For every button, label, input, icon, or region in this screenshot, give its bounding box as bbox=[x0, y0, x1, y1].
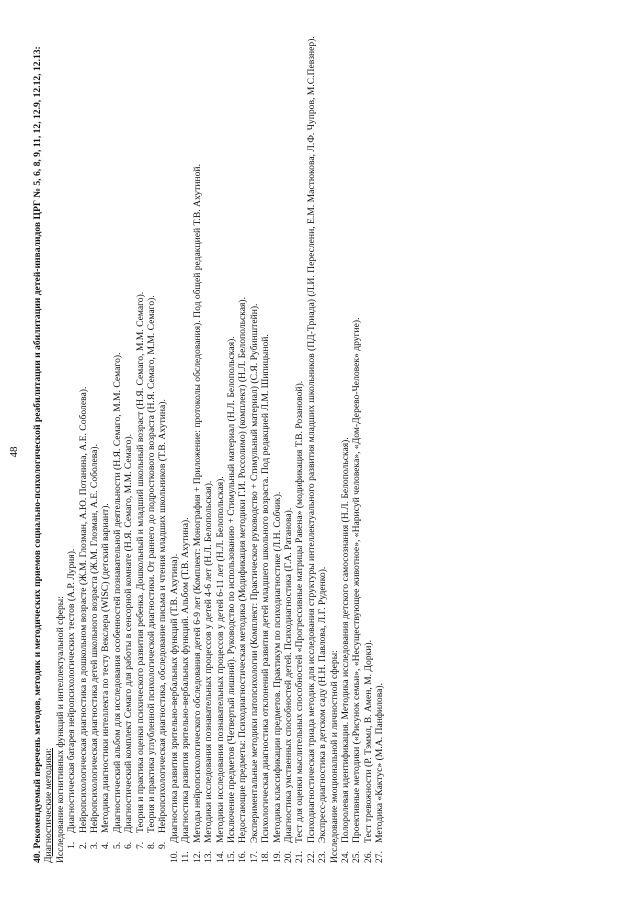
item-number: 8. bbox=[146, 841, 158, 849]
item-text: Методика классификации предметов. Практикум по психодиагностике (Л.Н. Собчик). bbox=[271, 491, 283, 843]
item-number: 1. bbox=[66, 841, 78, 849]
item-number: 4. bbox=[100, 841, 112, 849]
list-item bbox=[306, 21, 317, 863]
list-item bbox=[89, 21, 100, 863]
list-item bbox=[112, 21, 123, 863]
list-item bbox=[226, 21, 237, 863]
list-item bbox=[260, 21, 271, 863]
item-text: Методики исследования познавательных процессов у детей 6-11 лет (Н.Л. Белопольская). bbox=[214, 476, 226, 843]
list-item bbox=[180, 21, 191, 863]
item-text: Нейропсихологическая диагностика, обследование письма и чтения младших школьников (Т.В. Ахутина). bbox=[157, 399, 169, 833]
item-text: Экспериментальные методики патопсихологии (Комплект: Практическое руководство + Стимульный материал) (С.Я. Рубинштейн). bbox=[248, 303, 260, 843]
item-text: Психологическая диагностика отклонений развития детей младшего школьного возраста. Под редакцией Л.М. Шипицыной. bbox=[260, 334, 272, 843]
item-number: 11. bbox=[180, 851, 192, 863]
item-text: Нейропсихологическая диагностика в дошкольном возрасте (Ж.М. Глозман, А.Ю. Потанина, А.Е. Соболева). bbox=[77, 386, 89, 833]
item-text: Диагностика умственных способностей детей. Психодиагностика (Г.А. Ратанова). bbox=[282, 507, 294, 843]
item-text: Психодиагностическая триада методик для исследования структуры интеллектуального развития младших школьников (ПД-Триада) (Л.И. Переслени, Е.М. Мастюкова, Л.Ф. Чупров, М.С.Певзнер). bbox=[305, 36, 317, 843]
item-text: Диагностический альбом для исследования особенностей познавательной деятельности (Н.Я. Семаго, М.М. Семаго). bbox=[111, 352, 123, 833]
list-item bbox=[203, 21, 214, 863]
item-number: 3. bbox=[89, 841, 101, 849]
item-number: 5. bbox=[111, 841, 123, 849]
item-text: Методика «Кактус» (М.А. Панфилова). bbox=[374, 683, 386, 843]
item-text: Тест тревожности (Р. Тэммл, В. Амен, М. Дорки). bbox=[362, 640, 374, 843]
item-number: 6. bbox=[123, 841, 135, 849]
item-number: 16. bbox=[237, 851, 249, 863]
item-text: Теория и практика оценки психического развития ребенка. Дошкольный и младший школьный возраст (Н.Я. Семаго, М.М. Семаго). bbox=[134, 291, 146, 833]
item-number: 13. bbox=[203, 851, 215, 863]
page-number: 48 bbox=[8, 446, 20, 458]
diagnostic-methods-heading: Диагностические методики: bbox=[43, 747, 55, 863]
item-text: Методики исследования познавательных процессов у детей 4-6 лет (Н.Л. Белопольская). bbox=[203, 480, 215, 843]
list-item bbox=[283, 21, 294, 863]
list-item bbox=[157, 21, 168, 863]
item-text: Диагностика развития зрительно-вербальных функций (Т.В. Ахутина). bbox=[168, 553, 180, 843]
list-item bbox=[78, 21, 89, 863]
item-number: 24. bbox=[339, 851, 351, 863]
list-item bbox=[272, 21, 283, 863]
emotional-methods-list bbox=[340, 21, 386, 863]
cognitive-methods-list-a bbox=[66, 21, 169, 863]
list-item bbox=[66, 21, 77, 863]
item-number: 2. bbox=[77, 841, 89, 849]
item-number: 9. bbox=[157, 841, 169, 849]
item-number: 21. bbox=[294, 851, 306, 863]
list-item bbox=[237, 21, 248, 863]
item-text: Нейропсихологическая диагностика детей школьного возраста (Ж.М. Глозман, А.Е. Соболева). bbox=[89, 444, 101, 833]
list-item bbox=[215, 21, 226, 863]
item-text: Методы нейропсихологического обследования детей 6-9 лет (Комплект: Монография + Приложение: протоколы обследования). Под общей редакцией Т.В. Ахутиной. bbox=[191, 164, 203, 843]
list-item bbox=[374, 21, 385, 863]
cognitive-methods-list-b bbox=[169, 21, 329, 863]
item-text: Теория и практика углубленной психологической диагностики. От раннего до подросткового возраста (Н.Я. Семаго, М.М. Семаго). bbox=[146, 295, 158, 833]
item-number: 20. bbox=[282, 851, 294, 863]
item-text: Проективные методики («Рисунок семьи», «Несуществующее животное», «Нарисуй человека», «Дом-Дерево-Человек» другие). bbox=[351, 317, 363, 843]
list-item bbox=[249, 21, 260, 863]
item-number: 27. bbox=[374, 851, 386, 863]
item-text: Диагностика развития зрительно-вербальных функций. Альбом (Т.В. Ахутина). bbox=[180, 517, 192, 843]
document-body bbox=[32, 21, 386, 863]
item-text: Недостающие предметы: Психодиагностическая методика (Модификация методики Г.И. Россолимо) (комплект) (Н.Л. Белопольская). bbox=[237, 296, 249, 843]
item-text: Полоролевая идентификация. Методика исследования детского самосознания (Н.Л. Белопольская). bbox=[339, 437, 351, 843]
item-text: Исключение предметов (Четвертый лишний). Руководство по использованию + Стимульный материал (Н.Л. Белопольская). bbox=[225, 336, 237, 843]
item-number: 15. bbox=[225, 851, 237, 863]
list-item bbox=[146, 21, 157, 863]
item-text: Экспресс-диагностика в детском саду (Н.Н. Павлова, Л.Г. Руденко). bbox=[317, 566, 329, 843]
item-text: Методика диагностики интеллекта по тесту Векслера (WISC) (детский вариант). bbox=[100, 503, 112, 833]
list-item bbox=[100, 21, 111, 863]
list-item bbox=[351, 21, 362, 863]
cognitive-heading: Исследование когнитивных функций и интеллектуальной сферы: bbox=[54, 596, 66, 863]
item-number: 17. bbox=[248, 851, 260, 863]
item-number: 25. bbox=[351, 851, 363, 863]
item-text: Диагностическая батарея нейропсихологических тестов (А.Р. Лурия). bbox=[66, 548, 78, 833]
item-number: 19. bbox=[271, 851, 283, 863]
item-number: 26. bbox=[362, 851, 374, 863]
item-number: 23. bbox=[317, 851, 329, 863]
item-number: 18. bbox=[260, 851, 272, 863]
list-item bbox=[317, 21, 328, 863]
list-item bbox=[169, 21, 180, 863]
emotional-heading: Исследование эмоциональной и личностной сферы: bbox=[328, 650, 340, 863]
list-item bbox=[340, 21, 351, 863]
list-item bbox=[192, 21, 203, 863]
item-number: 12. bbox=[191, 851, 203, 863]
list-item bbox=[363, 21, 374, 863]
item-number: 7. bbox=[134, 841, 146, 849]
list-item bbox=[123, 21, 134, 863]
section-title: 40. Рекомендуемый перечень методов, методик и методических приемов социально-психологической реабилитации и абилитации детей-инвалидов ЦРГ № 5, 6, 8, 9, 11, 12, 12.9, 12.12, 12.13: bbox=[32, 46, 43, 863]
item-text: Тест для оценки мыслительных способностей «Прогрессивные матрицы Равена» (модификация Т.В. Розановой). bbox=[294, 380, 306, 843]
list-item bbox=[135, 21, 146, 863]
item-text: Диагностический комплект Семаго для работы в сенсорной комнате (Н.Я. Семаго, М.М. Семаго). bbox=[123, 433, 135, 833]
item-number: 22. bbox=[305, 851, 317, 863]
item-number: 10. bbox=[168, 851, 180, 863]
item-number: 14. bbox=[214, 851, 226, 863]
list-item bbox=[294, 21, 305, 863]
